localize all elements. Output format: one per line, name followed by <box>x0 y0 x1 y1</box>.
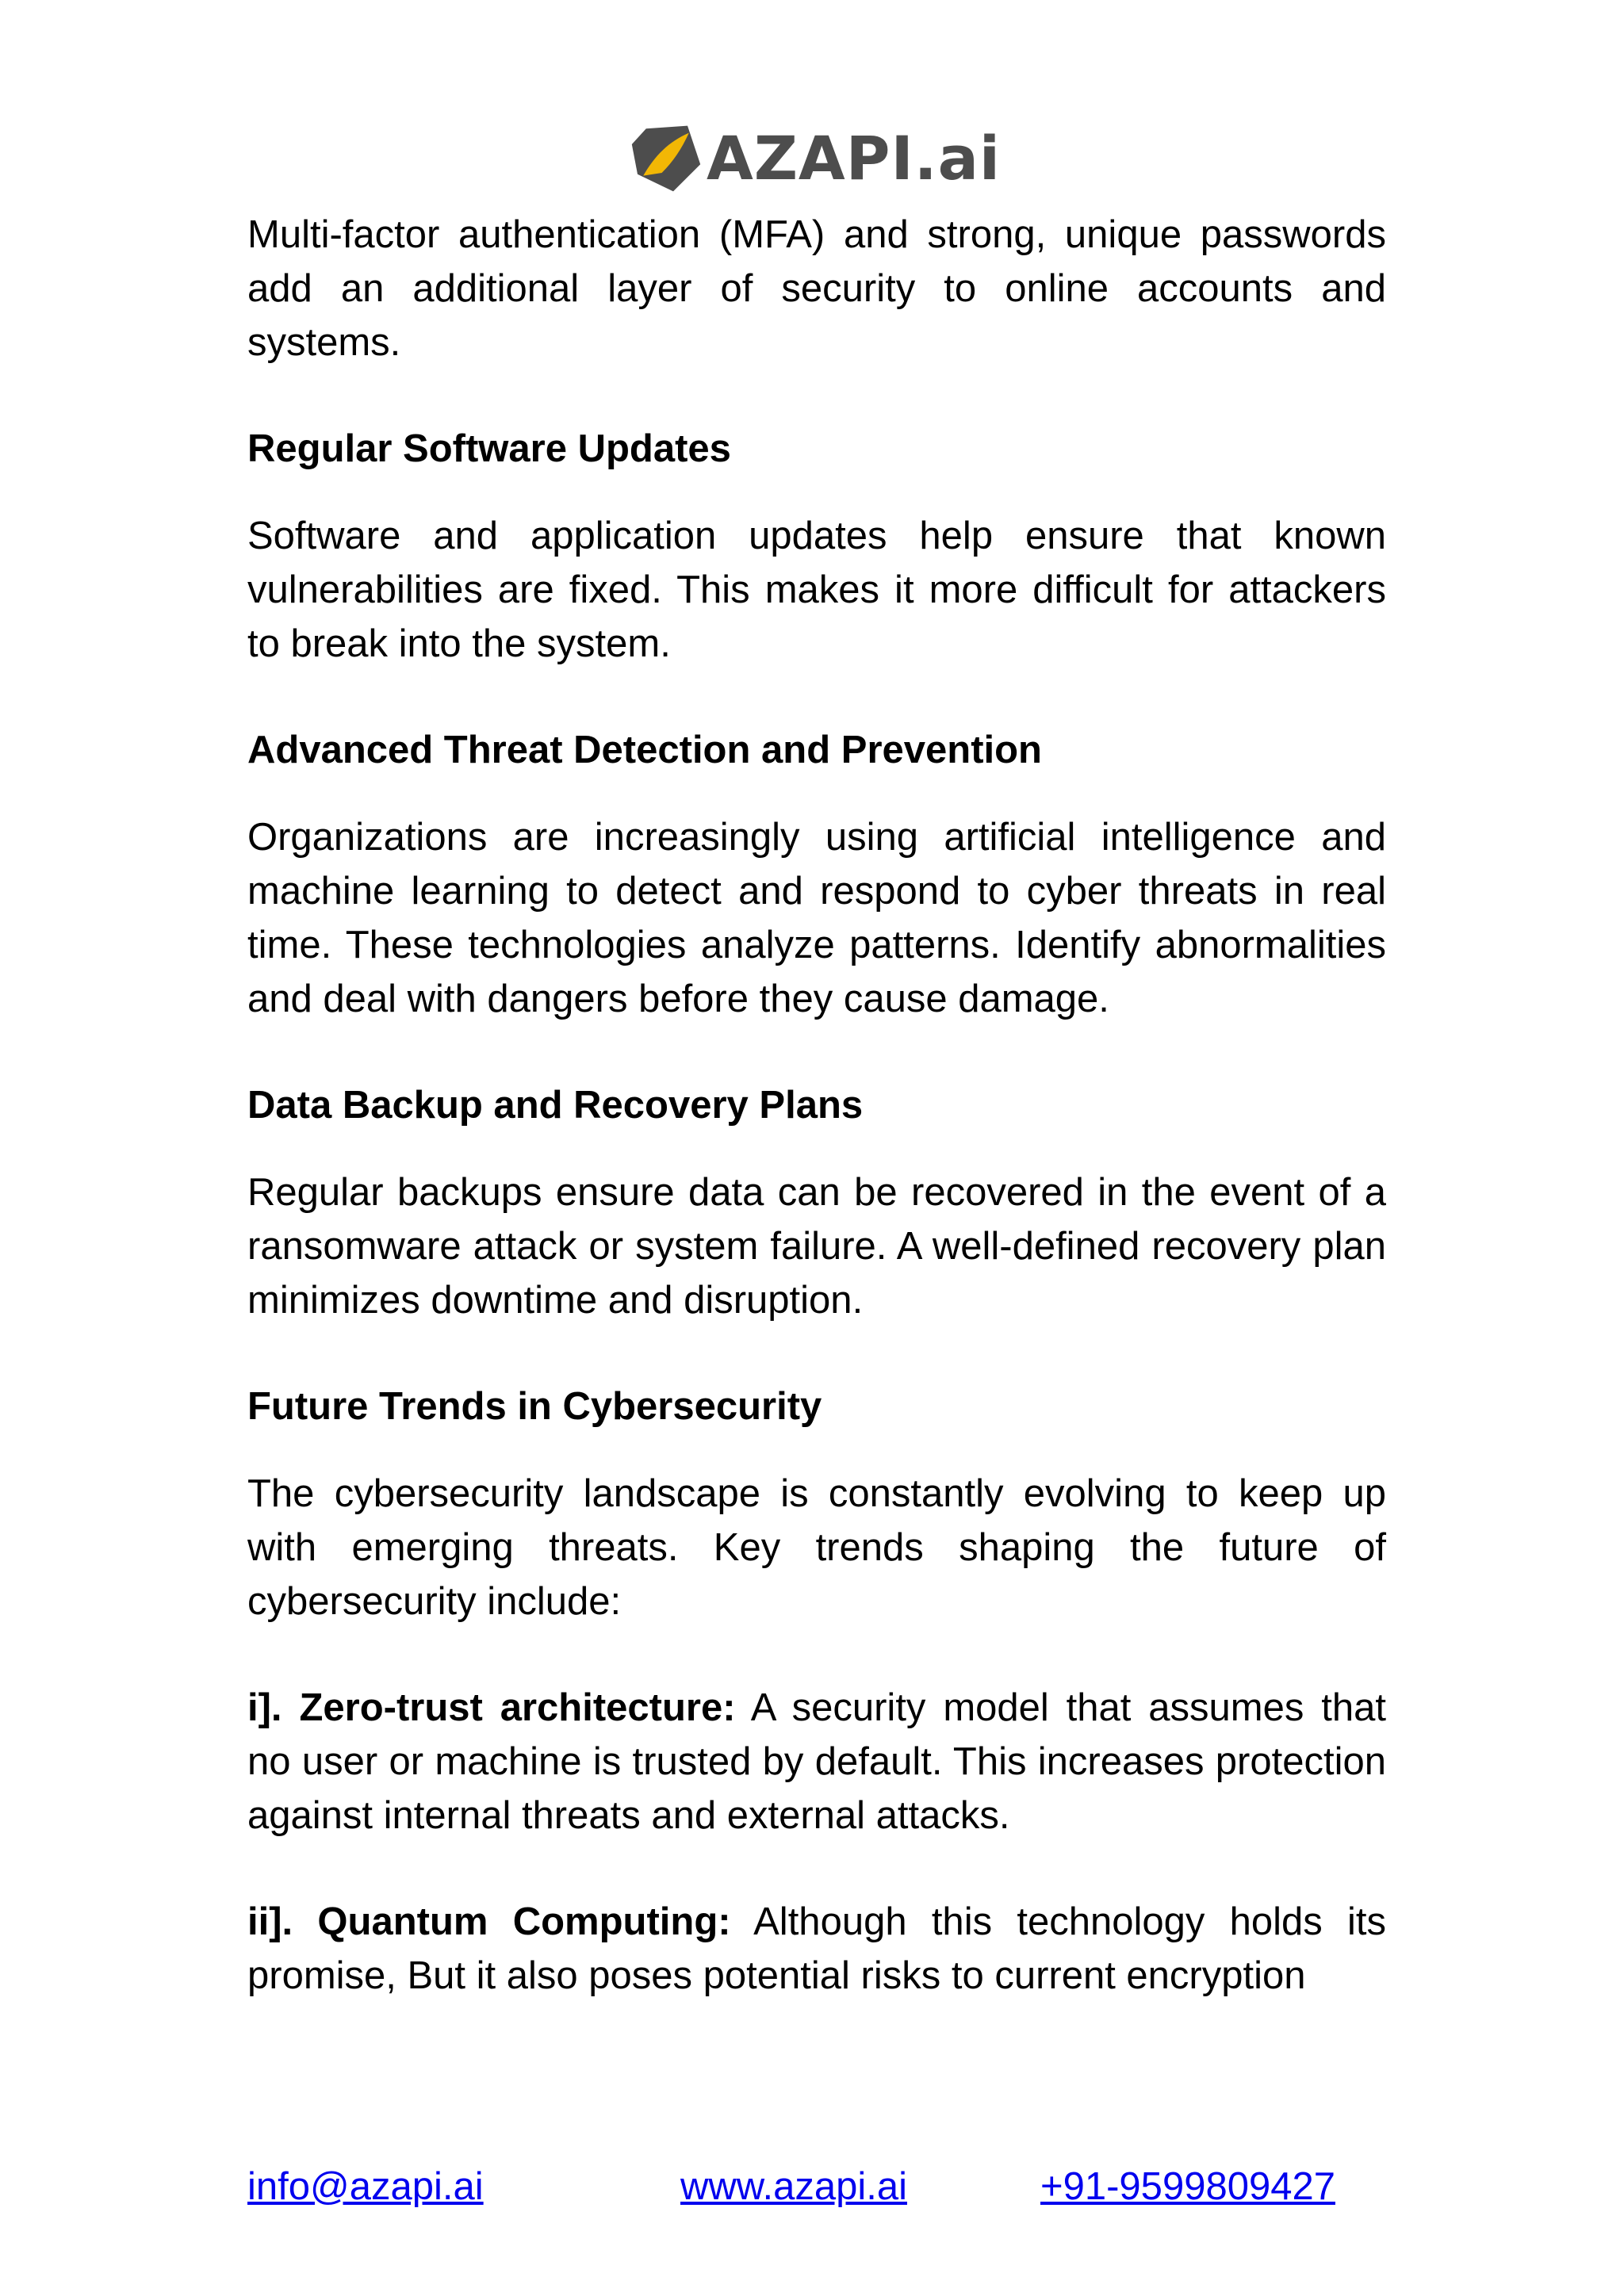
list-item-text: Although this technology holds its promise, But it also poses potential risks to current encryption <box>247 1900 1386 1997</box>
list-item-label: ii]. Quantum Computing: <box>247 1900 731 1943</box>
website-link[interactable]: www.azapi.ai <box>680 2165 907 2208</box>
page-footer <box>247 2160 1437 2215</box>
azapi-logo-icon <box>630 123 702 194</box>
brand-logo <box>630 119 1001 198</box>
list-item-label: i]. Zero-trust architecture: <box>247 1686 736 1729</box>
list-item-text: A security model that assumes that no user or machine is trusted by default. This increases protection against internal threats and external attacks. <box>247 1686 1386 1837</box>
section-paragraph: Organizations are increasingly using artificial intelligence and machine learning to detect and respond to cyber threats in real time. These technologies analyze patterns. Identify abnormalities and deal with dangers before they cause damage. <box>247 816 1386 1020</box>
phone-link[interactable]: +91-9599809427 <box>1040 2165 1335 2208</box>
email-link[interactable]: info@azapi.ai <box>247 2165 484 2208</box>
intro-paragraph: Multi-factor authentication (MFA) and strong, unique passwords add an additional layer of security to online accounts and systems. <box>247 213 1386 364</box>
logo-wordmark: AZAPI.ai <box>707 123 1001 193</box>
document-body <box>247 208 1386 2003</box>
section-heading: Advanced Threat Detection and Prevention <box>247 729 1042 771</box>
section-paragraph: Regular backups ensure data can be recovered in the event of a ransomware attack or system failure. A well-defined recovery plan minimizes downtime and disruption. <box>247 1171 1386 1322</box>
section-paragraph: Software and application updates help ensure that known vulnerabilities are fixed. This makes it more difficult for attackers to break into the system. <box>247 515 1386 665</box>
section-paragraph: The cybersecurity landscape is constantly evolving to keep up with emerging threats. Key trends shaping the future of cybersecurity include: <box>247 1472 1386 1623</box>
section-heading: Data Backup and Recovery Plans <box>247 1084 864 1127</box>
section-heading: Regular Software Updates <box>247 427 731 470</box>
list-item <box>247 1681 1386 1843</box>
section-heading: Future Trends in Cybersecurity <box>247 1385 822 1428</box>
list-item <box>247 1895 1386 2003</box>
